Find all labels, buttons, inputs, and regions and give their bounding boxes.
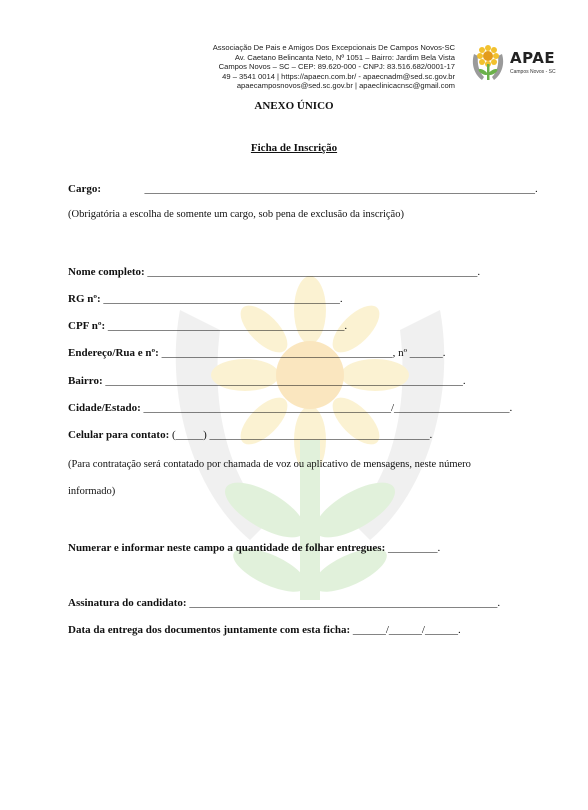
header-line: 49 – 3541 0014 | https://apaecn.com.br/ - apaecnadm@sed.sc.gov.br [222,71,455,81]
data-entrega-label: Data da entrega dos documentos juntamente com esta ficha: [68,624,351,636]
form-title: Ficha de Inscrição [250,142,338,154]
cargo-label: Cargo: [68,183,101,195]
endereco-field[interactable]: __________________________________________, nº ______. [158,347,446,359]
annex-title: ANEXO ÚNICO [254,100,334,112]
celular-line [68,429,432,441]
rg-line [68,293,343,305]
assinatura-label: Assinatura do candidato: [68,597,187,609]
bairro-line [68,375,466,387]
folhas-line [68,542,440,554]
cargo-field[interactable]: _______________________________________________________________________. [144,183,538,195]
rg-label: RG nº: [68,293,101,305]
contato-note-line-2: informado) [68,486,116,497]
data-entrega-field[interactable]: ______/______/______. [350,624,461,636]
cargo-line [68,183,538,195]
bairro-field[interactable]: _________________________________________________________________. [102,375,466,387]
cidade-field[interactable]: _____________________________________________/_____________________. [140,402,513,414]
logo-title: APAE [510,49,556,67]
assinatura-field[interactable]: ________________________________________________________. [186,597,501,609]
contato-note-line-1: (Para contratação será contatado por chamada de voz ou aplicativo de mensagens, neste número [68,459,471,470]
folhas-label: Numerar e informar neste campo a quantidade de folhar entregues: [68,542,386,554]
cpf-line [68,320,347,332]
cpf-label: CPF nº: [68,320,106,332]
celular-label: Celular para contato: [68,429,170,441]
cpf-field[interactable]: ___________________________________________. [105,320,348,332]
endereco-label: Endereço/Rua e nº: [68,347,159,359]
rg-field[interactable]: ___________________________________________. [100,293,343,305]
nome-line [68,266,480,278]
header-line: Campos Novos – SC – CEP: 89.620-000 - CNPJ: 83.516.682/0001-17 [218,62,455,72]
header-line: apaecamposnovos@sed.sc.gov.br | apaeclinicacnsc@gmail.com [236,81,455,91]
bairro-label: Bairro: [68,375,103,387]
logo-subtitle: Campos Novos - SC [510,69,556,75]
assinatura-line [68,597,500,609]
data-entrega-line [68,624,461,636]
header-line: Av. Caetano Belincanta Neto, Nº 1051 – Bairro: Jardim Bela Vista [234,52,455,62]
cidade-line [68,402,512,414]
nome-field[interactable]: ____________________________________________________________. [144,266,481,278]
header-line: Associação De Pais e Amigos Dos Excepcionais De Campos Novos-SC [212,43,455,52]
folhas-field[interactable]: _________. [385,542,441,554]
cidade-label: Cidade/Estado: [68,402,141,414]
nome-label: Nome completo: [68,266,145,278]
cargo-note: (Obrigatória a escolha de somente um cargo, sob pena de exclusão da inscrição) [68,209,404,220]
celular-field[interactable]: (_____) ________________________________________. [169,429,433,441]
endereco-line [68,347,446,359]
header-contact-block [213,43,455,91]
